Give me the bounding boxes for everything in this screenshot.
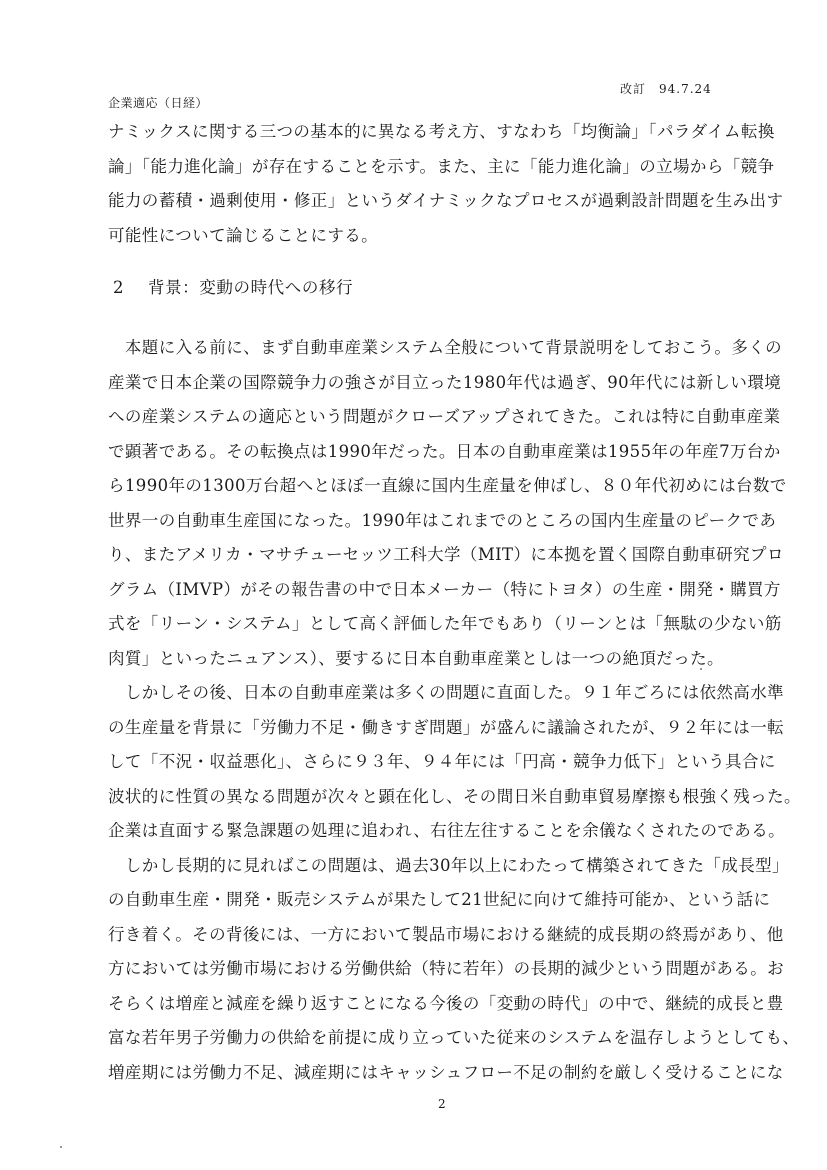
- page-number: 2: [438, 1097, 446, 1111]
- scan-speck: [700, 668, 702, 670]
- text-line: 本題に入る前に、まず自動車産業システム全般について背景説明をしておこう。多くの: [108, 338, 783, 357]
- text-line: 方においては労働市場における労働供給（特に若年）の長期的減少という問題がある。お: [108, 959, 784, 978]
- text-line: の生産量を背景に「労働力不足・働きすぎ問題」が盛んに議論されたが、９２年には一転: [108, 717, 784, 737]
- intro-paragraph: [108, 115, 788, 253]
- scan-speck: [60, 1146, 62, 1148]
- text-line: 肉質」といったニュアンス）、要するに日本自動車産業としは一つの絶頂だった。: [108, 648, 724, 668]
- text-line: 式を「リーン・システム」として高く評価した年でもあり（リーンとは「無駄の少ない筋: [108, 614, 782, 633]
- text-line: 行き着く。その背後には、一方において製品市場における継続的成長期の終焉があり、他: [108, 924, 784, 944]
- text-line: そらくは増産と減産を繰り返すことになる今後の「変動の時代」の中で、継続的成長と豊: [108, 993, 784, 1013]
- text-line: り、またアメリカ・マサチューセッツ工科大学（MIT）に本拠を置く国際自動車研究プロ: [108, 545, 784, 564]
- text-line: 産業で日本企業の国際競争力の強さが目立った1980年代は過ぎ、90年代には新しい環境: [108, 372, 782, 392]
- section-title: 背景：変動の時代への移行: [147, 278, 354, 297]
- text-line: して「不況・収益悪化」、さらに９３年、９４年には「円高・競争力低下」という具合に: [108, 752, 776, 771]
- text-line: 世界一の自動車生産国になった。1990年はこれまでのところの国内生産量のピークであ: [108, 510, 777, 530]
- text-line: しかし長期的に見ればこの問題は、過去30年以上にわたって構築されてきた「成長型」: [108, 855, 789, 875]
- text-line: の自動車生産・開発・販売システムが果たして21世紀に向けて維持可能か、という話に: [108, 890, 771, 909]
- text-line: グラム（IMVP）がその報告書の中で日本メーカー（特にトヨタ）の生産・開発・購買方: [108, 579, 781, 599]
- header-left: 企業適応（日経）: [108, 96, 209, 110]
- text-line: 能力の蓄積・過剰使用・修正」というダイナミックなプロセスが過剰設計問題を生み出す: [108, 191, 784, 210]
- revision-date: 改訂 94.7.24: [620, 82, 712, 96]
- text-line: 富な若年男子労働力の供給を前提に成り立っていた従来のシステムを温存しようとしても、: [108, 1028, 800, 1047]
- text-line: 可能性について論じることにする。: [108, 225, 379, 245]
- text-line: への産業システムの適応という問題がクローズアップされてきた。これは特に自動車産業: [108, 407, 781, 426]
- section-heading: [113, 274, 353, 298]
- text-line: で顕著である。その転換点は1990年だった。日本の自動車産業は1955年の年産7万台か: [108, 441, 781, 461]
- text-line: 論」「能力進化論」が存在することを示す。また、主に「能力進化論」の立場から「競争: [108, 156, 775, 176]
- section-number: 2: [113, 278, 125, 297]
- body-text: [108, 331, 801, 1090]
- text-line: しかしその後、日本の自動車産業は多くの問題に直面した。９１年ごろには依然高水準: [108, 683, 784, 702]
- text-line: ナミックスに関する三つの基本的に異なる考え方、すなわち「均衡論」「パラダイム転換: [108, 122, 775, 141]
- text-line: ら1990年の1300万台超へとほぼ一直線に国内生産量を伸ばし、８０年代初めには台数で: [108, 476, 787, 495]
- text-line: 増産期には労働力不足、減産期にはキャッシュフロー不足の制約を厳しく受けることにな: [108, 1062, 784, 1082]
- text-line: 企業は直面する緊急課題の処理に追われ、右往左往することを余儀なくされたのである。: [108, 821, 785, 840]
- text-line: 波状的に性質の異なる問題が次々と顕在化し、その間日米自動車貿易摩擦も根強く残った。: [108, 786, 801, 806]
